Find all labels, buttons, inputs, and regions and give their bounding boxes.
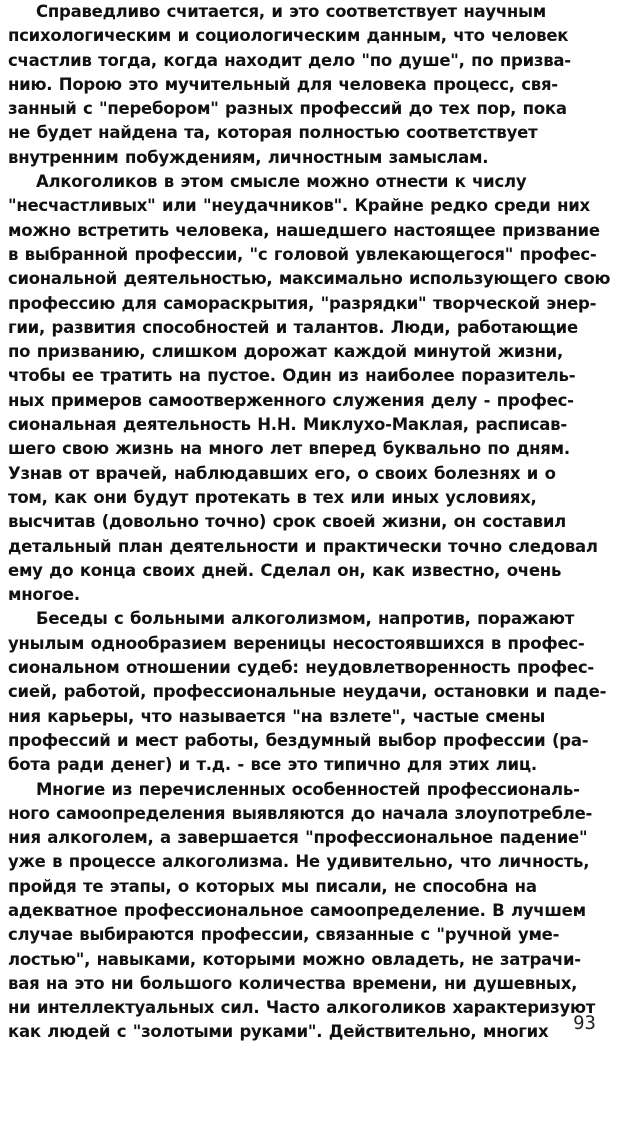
text-line: Алкоголиков в этом смысле можно отнести к числу [36, 172, 527, 192]
text-line: сиональная деятельность Н.Н. Миклухо-Маклая, расписав- [8, 415, 567, 435]
text-line: сией, работой, профессиональные неудачи, остановки и паде- [8, 682, 607, 702]
text-line: высчитав (довольно точно) срок своей жизни, он составил [8, 512, 567, 532]
text-line: по призванию, слишком дорожат каждой минутой жизни, [8, 342, 563, 362]
text-line: психологическим и социологическим данным, что человек [8, 26, 569, 46]
text-line: унылым однообразием вереницы несостоявшихся в профес- [8, 633, 585, 653]
text-line: многое. [8, 585, 80, 605]
text-line: профессию для самораскрытия, "разрядки" творческой энер- [8, 293, 597, 313]
text-line: ного самоопределения выявляются до начала злоупотребле- [8, 803, 593, 823]
text-line: "несчастливых" или "неудачников". Крайне редко среди них [8, 196, 590, 216]
text-line: бота ради денег) и т.д. - все это типично для этих лиц. [8, 755, 537, 775]
text-line: профессий и мест работы, бездумный выбор профессии (ра- [8, 730, 589, 750]
text-line: ни интеллектуальных сил. Часто алкоголиков характеризуют [8, 998, 596, 1018]
text-line: внутренним побуждениям, личностным замыслам. [8, 147, 489, 167]
text-line: пройдя те этапы, о которых мы писали, не способна на [8, 876, 537, 896]
text-line: счастлив тогда, когда находит дело "по душе", по призва- [8, 50, 571, 70]
text-line: адекватное профессиональное самоопределение. В лучшем [8, 900, 586, 920]
text-line: чтобы ее тратить на пустое. Один из наиболее поразитель- [8, 366, 576, 386]
page-number: 93 [573, 1012, 596, 1034]
text-line: можно встретить человека, нашедшего настоящее призвание [8, 220, 600, 240]
text-line: сиональном отношении судеб: неудовлетворенность профес- [8, 658, 594, 678]
text-line: как людей с "золотыми руками". Действительно, многих [8, 1022, 549, 1042]
text-line: Беседы с больными алкоголизмом, напротив, поражают [36, 609, 575, 629]
text-line: том, как они будут протекать в тех или иных условиях, [8, 487, 537, 507]
text-line: нию. Порою это мучительный для человека процесс, свя- [8, 74, 558, 94]
text-line: ния алкоголем, а завершается "профессиональное падение" [8, 828, 588, 848]
text-line: ему до конца своих дней. Сделал он, как известно, очень [8, 560, 562, 580]
text-line: Многие из перечисленных особенностей профессиональ- [36, 779, 580, 799]
text-line: детальный план деятельности и практически точно следовал [8, 536, 598, 556]
text-line: сиональной деятельностью, максимально использующего свою [8, 269, 611, 289]
text-line: ных примеров самоотверженного служения делу - профес- [8, 390, 574, 410]
text-line: ния карьеры, что называется "на взлете", частые смены [8, 706, 546, 726]
text-line: шего свою жизнь на много лет вперед буквально по дням. [8, 439, 570, 459]
text-line: не будет найдена та, которая полностью соответствует [8, 123, 538, 143]
text-line: Узнав от врачей, наблюдавших его, о своих болезнях и о [8, 463, 556, 483]
text-line: гии, развития способностей и талантов. Люди, работающие [8, 317, 578, 337]
text-line: Справедливо считается, и это соответствует научным [36, 2, 546, 21]
text-line: уже в процессе алкоголизма. Не удивительно, что личность, [8, 852, 590, 872]
text-line: вая на это ни большого количества времени, ни душевных, [8, 973, 578, 993]
body-text [8, 0, 612, 1045]
text-line: лостью", навыками, которыми можно овладеть, не затрачи- [8, 949, 581, 969]
text-line: случае выбираются профессии, связанные с "ручной уме- [8, 925, 560, 945]
text-line: в выбранной профессии, "с головой увлекающегося" профес- [8, 244, 597, 264]
text-line: занный с "перебором" разных профессий до тех пор, пока [8, 99, 567, 119]
